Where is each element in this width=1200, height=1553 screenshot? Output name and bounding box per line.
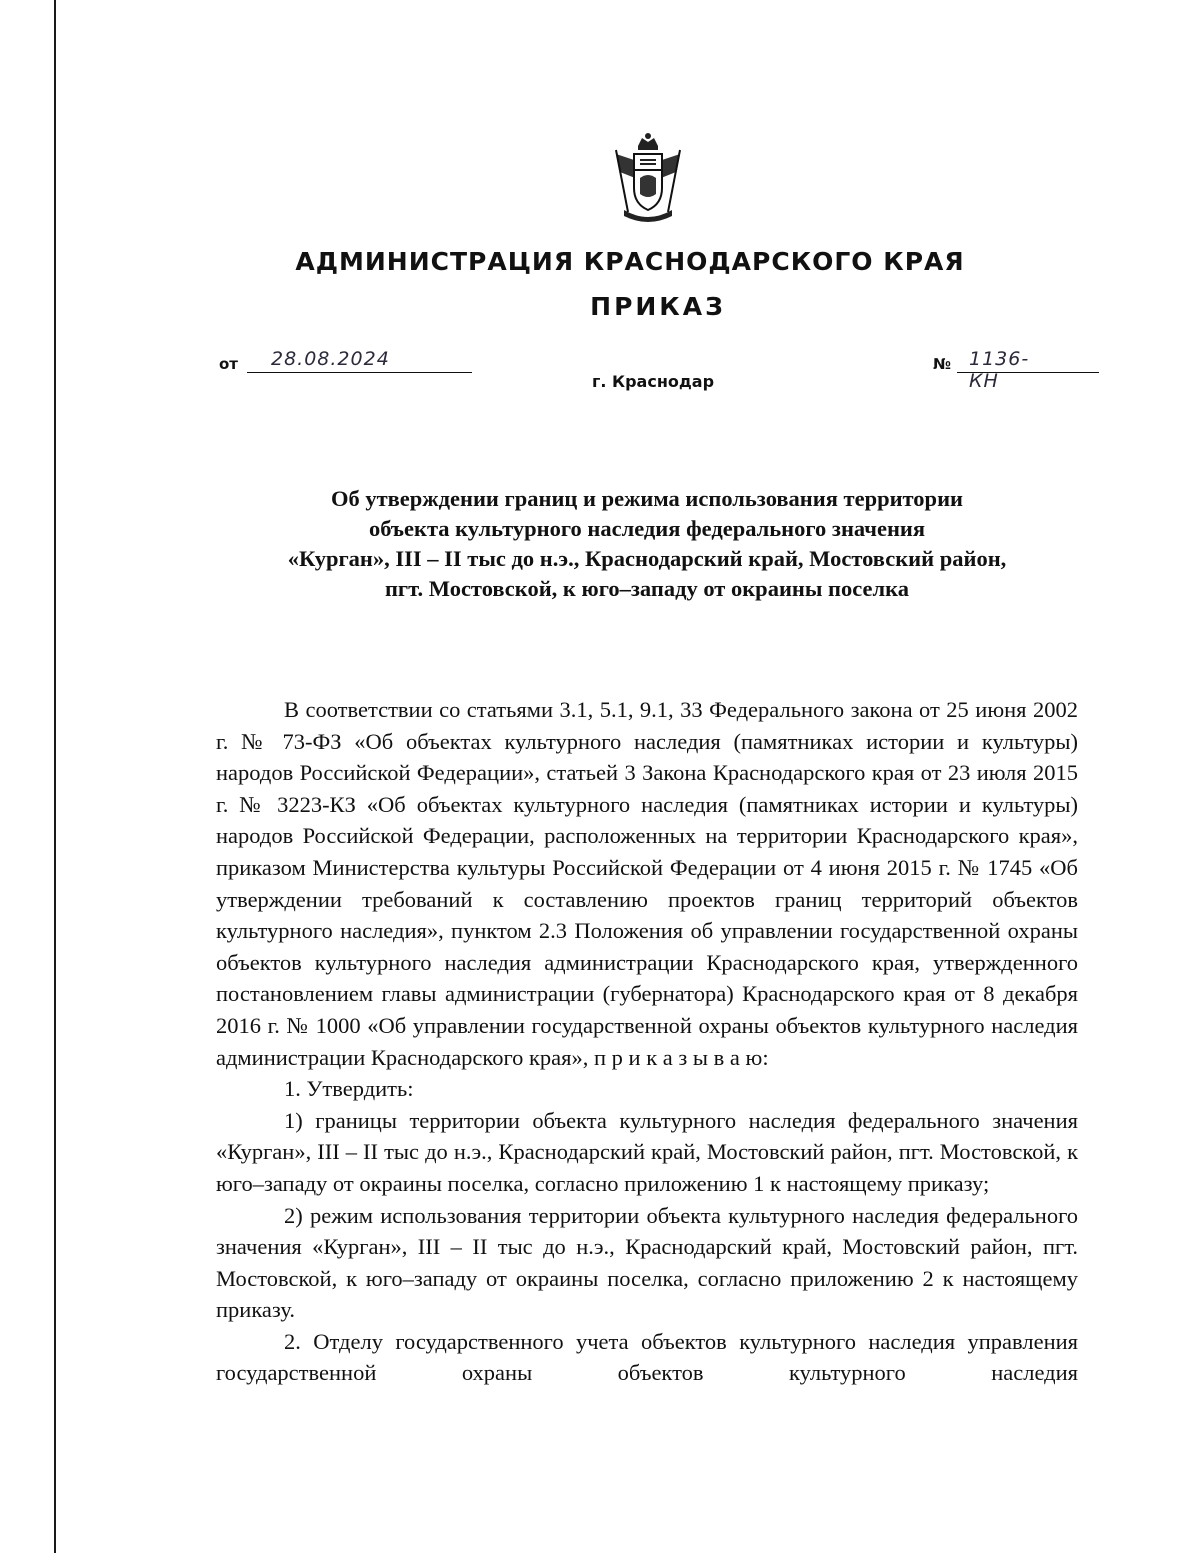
date-value: 28.08.2024: [271, 348, 390, 370]
subject-line: пгт. Мостовской, к юго–западу от окраины поселка: [384, 576, 910, 601]
item-1-2: 2) режим использования территории объекта культурного наследия федерального значения «Курган», III – II тыс до н.э., Краснодарский край, Мостовский район, пгт. Мостовской, к юго–западу от окраины поселка, согласно приложению 2 к настоящему приказу.: [216, 1202, 1078, 1323]
order-subject: [215, 484, 1079, 604]
page-left-edge: [54, 0, 56, 1553]
item-1: 1. Утвердить:: [284, 1076, 414, 1102]
city: г. Краснодар: [592, 372, 715, 391]
order-body: [216, 694, 1078, 1389]
number-label: №: [933, 355, 952, 373]
date-underline: [247, 372, 472, 373]
item-2: 2. Отделу государственного учета объектов культурного наследия управления государственной охраны объектов культурного наследия: [216, 1328, 1078, 1386]
item-1-1: 1) границы территории объекта культурного наследия федерального значения «Курган», III – II тыс до н.э., Краснодарский край, Мостовский район, пгт. Мостовской, к юго–западу от окраины поселка, согласно приложению 1 к настоящему приказу;: [216, 1107, 1078, 1196]
coat-of-arms-icon: [610, 132, 686, 224]
administration-title: АДМИНИСТРАЦИЯ КРАСНОДАРСКОГО КРАЯ: [295, 247, 965, 276]
subject-line: «Курган», III – II тыс до н.э., Краснодарский край, Мостовский район,: [287, 546, 1007, 571]
subject-line: объекта культурного наследия федерального значения: [368, 516, 926, 541]
preamble-paragraph: В соответствии со статьями 3.1, 5.1, 9.1, 33 Федерального закона от 25 июня 2002 г. № 73-ФЗ «Об объектах культурного наследия (памятниках истории и культуры) народов Российской Федерации», статьей 3 Закона Краснодарского края от 23 июля 2015 г. № 3223-КЗ «Об объектах культурного наследия (памятниках истории и культуры) народов Российской Федерации, расположенных на территории Краснодарского края», приказом Министерства культуры Российской Федерации от 4 июня 2015 г. № 1745 «Об утверждении требований к составлению проектов границ территорий объектов культурного наследия», пунктом 2.3 Положения об управлении государственной охраны объектов культурного наследия администрации Краснодарского края, утвержденного постановлением главы администрации (губернатора) Краснодарского края от 8 декабря 2016 г. № 1000 «Об управлении государственной охраны объектов культурного наследия администрации Краснодарского края», п р и к а з ы в а ю:: [216, 697, 1078, 1070]
order-title: ПРИКАЗ: [590, 292, 726, 321]
subject-line: Об утверждении границ и режима использования территории: [330, 486, 964, 511]
number-value: 1136-КН: [969, 348, 1030, 392]
date-label: от: [219, 355, 238, 373]
